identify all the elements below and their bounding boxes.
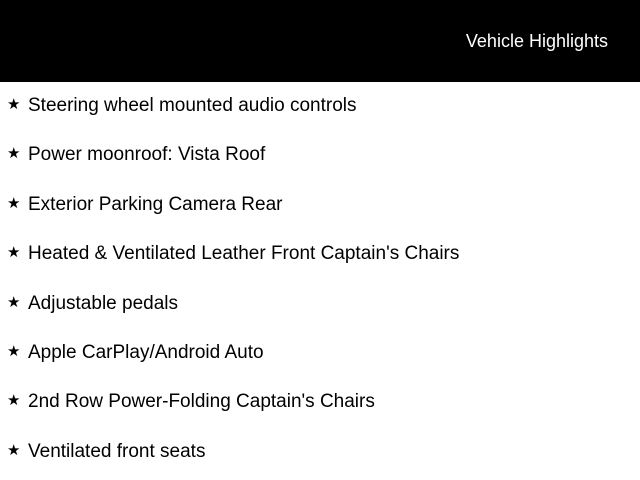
list-item [0,280,640,329]
highlights-list [0,82,640,477]
list-item [0,131,640,180]
highlight-label: Ventilated front seats [28,440,206,462]
highlights-header [0,0,640,82]
star-icon: ★ [7,341,21,360]
highlight-label: Exterior Parking Camera Rear [28,193,283,215]
star-icon: ★ [7,193,21,212]
header-title: Vehicle Highlights [465,31,608,51]
star-icon: ★ [7,391,21,410]
star-icon: ★ [7,243,21,262]
highlight-label: 2nd Row Power-Folding Captain's Chairs [28,391,375,413]
highlight-label: Power moonroof: Vista Roof [28,144,266,166]
highlight-label: Apple CarPlay/Android Auto [28,341,264,363]
highlight-label: Heated & Ventilated Leather Front Captain's Chairs [28,243,460,265]
highlight-label: Steering wheel mounted audio controls [28,95,357,116]
star-icon: ★ [7,440,21,459]
list-item [0,181,640,230]
list-item [0,428,640,477]
list-item [0,230,640,279]
star-icon: ★ [7,292,21,311]
star-icon: ★ [7,95,21,113]
list-item [0,329,640,378]
highlight-label: Adjustable pedals [28,292,178,314]
list-item [0,378,640,427]
list-item [0,82,640,131]
star-icon: ★ [7,144,21,163]
